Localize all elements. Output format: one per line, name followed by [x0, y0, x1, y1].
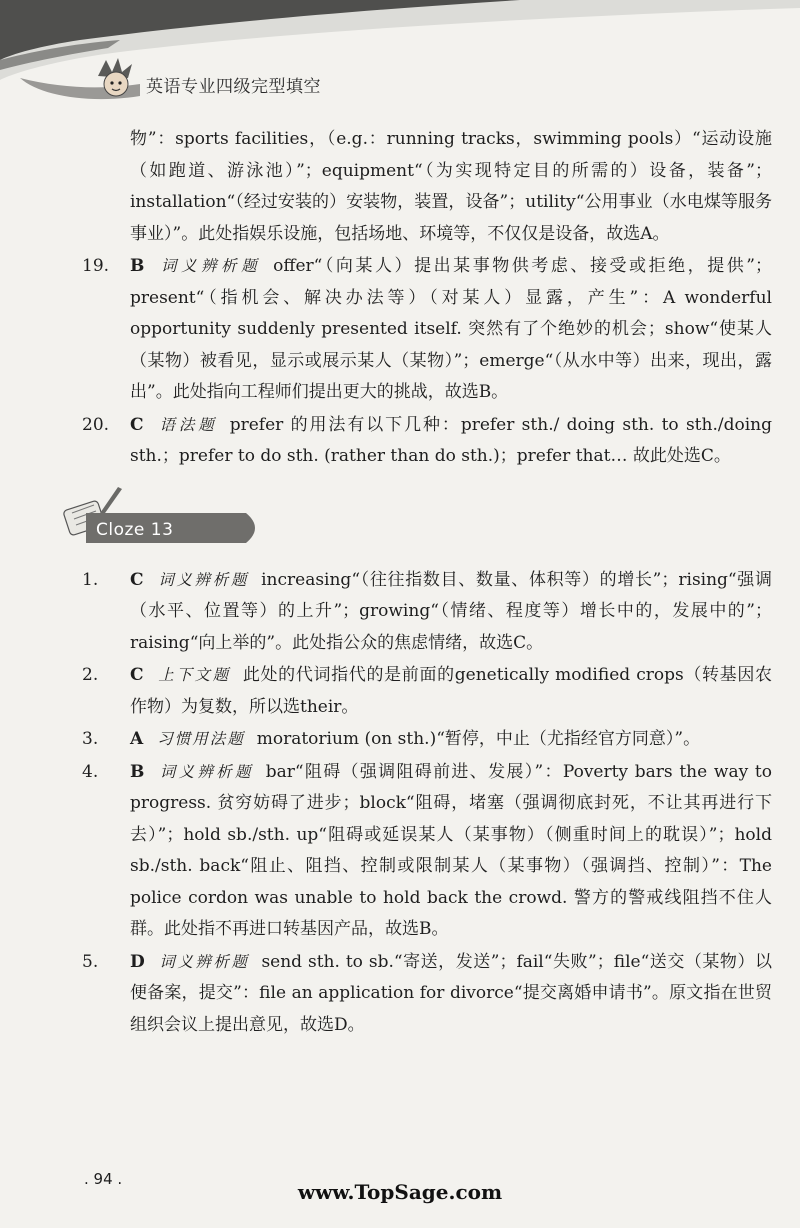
item-number: 1.	[82, 569, 99, 590]
answer-item-5	[82, 947, 772, 1042]
item-explanation: bar“阻碍（强调阻碍前进、发展）”：Poverty bars the way to progress. 贫穷妨碍了进步；block“阻碍，堵塞（强调彻底封死，不让其再进行下去）”；hold sb./sth. up“阻碍或延误某人（某事物）（侧重时间上的耽误）”；hold sb./sth. back“阻止、阻挡、控制或限制某人（某事物）（强调挡、控制）”：The police cordon was unable to hold back the crowd. 警方的警戒线阻挡不住人群。此处指不再进口转基因产品，故选B。	[130, 761, 772, 939]
item-answer: B	[130, 761, 145, 782]
answer-item-1	[82, 565, 772, 660]
header-title: 英语专业四级完型填空	[146, 77, 321, 97]
item-answer: A	[130, 729, 144, 749]
item-number: 20.	[82, 414, 110, 435]
section-header	[60, 483, 772, 553]
item-number: 2.	[82, 665, 99, 685]
footer-url: www.TopSage.com	[297, 1180, 503, 1204]
item-explanation: 此处的代词指代的是前面的genetically modified crops（转基因农作物）为复数，所以选their。	[130, 665, 772, 717]
item-answer: C	[130, 414, 144, 435]
item-type: 词义辨析题	[158, 762, 254, 781]
section-title: Cloze 13	[96, 519, 174, 540]
answer-item-2	[82, 660, 772, 723]
item-number: 3.	[82, 729, 99, 749]
item-type: 词义辨析题	[158, 257, 262, 275]
item-number: 4.	[82, 761, 99, 782]
page-header	[0, 0, 800, 110]
item-answer: D	[130, 951, 145, 972]
item-explanation: moratorium (on sth.)“暂停，中止（尤指经官方同意）”。	[256, 729, 701, 749]
answer-item-3	[82, 724, 772, 756]
answer-item-19	[82, 251, 772, 409]
answer-item-20	[82, 410, 772, 473]
answer-content	[82, 124, 772, 1041]
page-number: . 94 .	[84, 1170, 123, 1188]
item-type: 习惯用法题	[157, 730, 245, 748]
answer-item-4	[82, 757, 772, 946]
item-explanation: increasing“（往往指数目、数量、体积等）的增长”；rising“强调（水平、位置等）的上升”；growing“（情绪、程度等）增长中的，发展中的”；raising“向上举的”。此处指公众的焦虑情绪，故选C。	[130, 569, 772, 653]
item-number: 5.	[82, 951, 99, 972]
item-explanation: offer“（向某人）提出某事物供考虑、接受或拒绝，提供”；present“（指机会、解决办法等）（对某人）显露，产生”：A wonderful opportunity suddenly presented itself. 突然有了个绝妙的机会；show“使某人（某物）被看见，显示或展示某人（某物）”；emerge“（从水中等）出来，现出，露出”。此处指向工程师们提出更大的挑战，故选B。	[130, 256, 772, 402]
continuation-text: 物”：sports facilities，（e.g.：running tracks，swimming pools）“运动设施（如跑道、游泳池）”；equipment“（为实现特定目的所需的）设备，装备”；installation“（经过安装的）安装物，装置，设备”；utility“公用事业（水电煤等服务事业）”。此处指娱乐设施，包括场地、环境等，不仅仅是设备，故选A。	[130, 129, 772, 244]
item-answer: C	[130, 569, 144, 590]
mascot-icon	[92, 56, 140, 102]
item-explanation: send sth. to sb.“寄送，发送”；fail“失败”；file“送交（某物）以便备案，提交”：file an application for divorce“提交离婚申请书”。原文指在世贸组织会议上提出意见，故选D。	[130, 951, 772, 1035]
item-type: 语法题	[157, 415, 218, 434]
item-type: 词义辨析题	[158, 952, 250, 971]
item-answer: C	[130, 665, 144, 685]
item-explanation: prefer 的用法有以下几种：prefer sth./ doing sth. to sth./doing sth.；prefer to do sth. (rather than do sth.)；prefer that… 故此处选C。	[130, 414, 772, 466]
item-type: 上下文题	[157, 666, 231, 684]
item-type: 词义辨析题	[157, 570, 250, 589]
item-number: 19.	[82, 256, 110, 276]
item-answer: B	[130, 256, 145, 276]
